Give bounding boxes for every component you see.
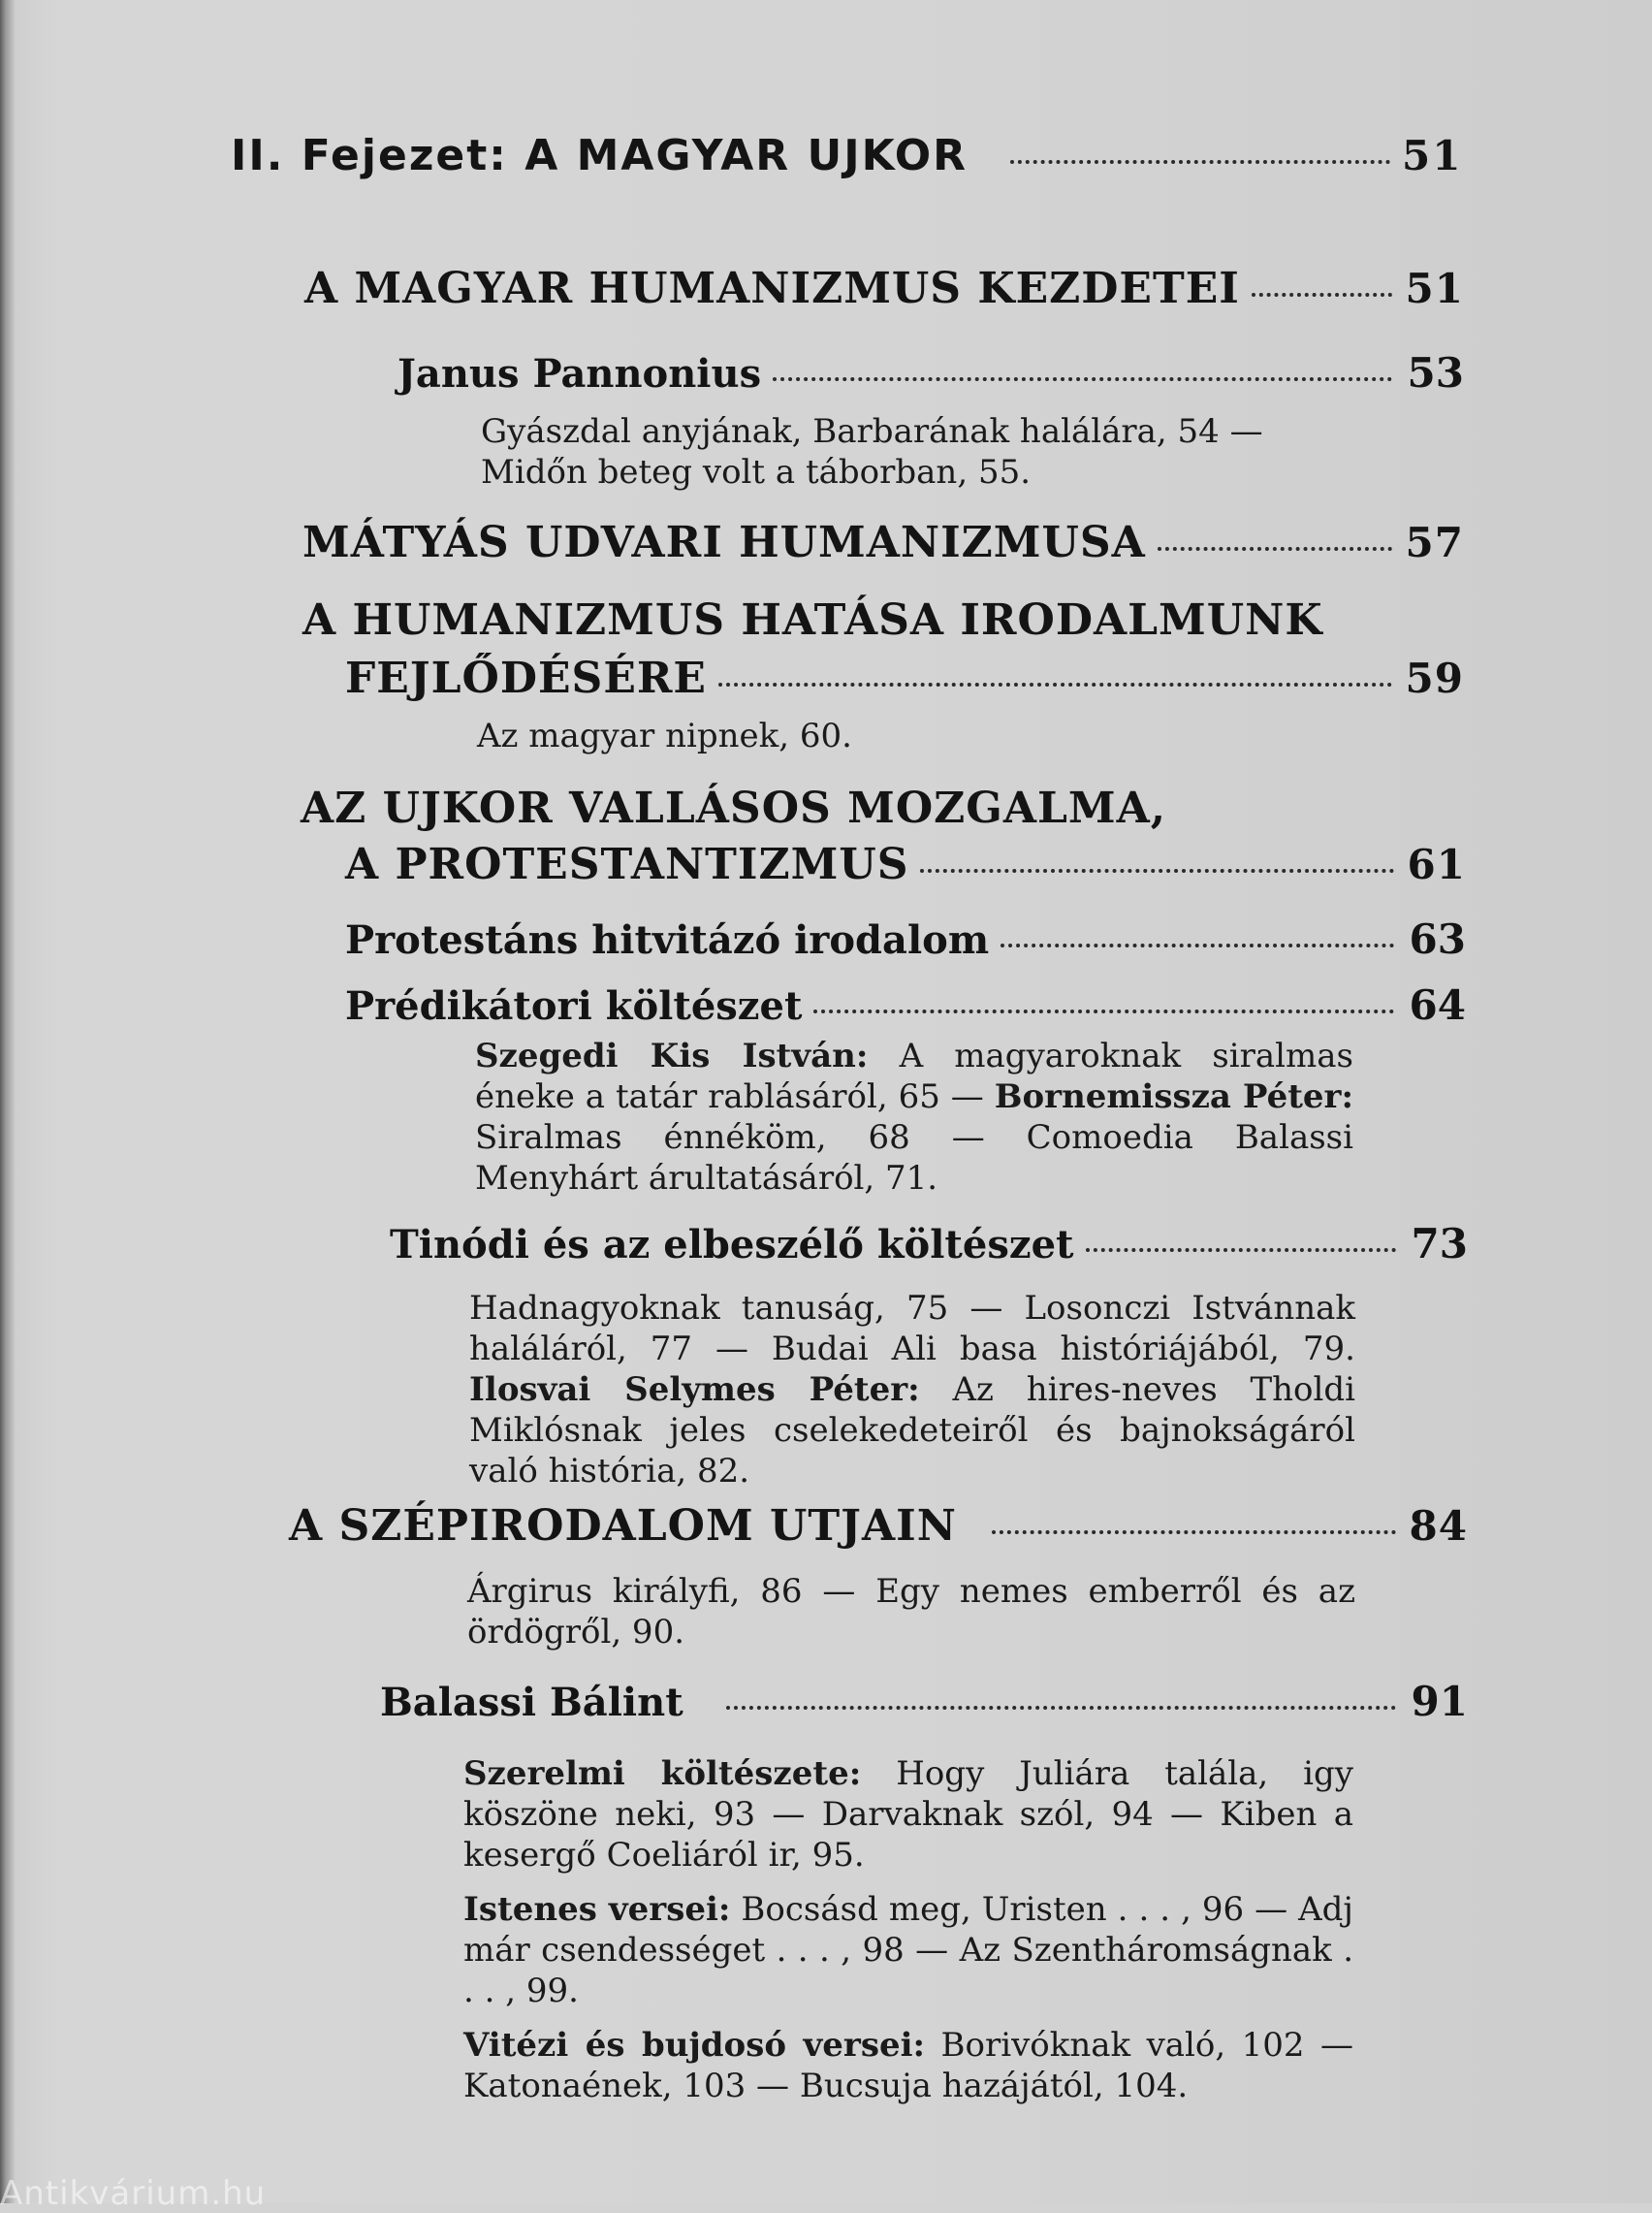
entry-contents xyxy=(469,1288,1355,1491)
toc-entry-tinodi xyxy=(390,1220,1468,1267)
entry-contents xyxy=(463,1753,1353,2106)
entry-contents xyxy=(467,1571,1355,1652)
page-number: 91 xyxy=(1411,1678,1468,1725)
leader-dots xyxy=(1010,160,1390,164)
leader-dots xyxy=(726,1706,1396,1710)
page-number: 51 xyxy=(1402,132,1463,179)
entry-title: Prédikátori költészet xyxy=(345,983,803,1029)
entry-title: FEJLŐDÉSÉRE xyxy=(345,654,707,703)
toc-entry-janus-pannonius xyxy=(397,349,1464,397)
contents-line: Midőn beteg volt a táborban, 55. xyxy=(481,453,1032,492)
toc-chapter-heading xyxy=(231,131,1462,180)
toc-entry-matyas-udvari-humanizmusa xyxy=(302,518,1464,567)
leader-dots xyxy=(1158,547,1392,551)
leader-dots xyxy=(1252,293,1392,297)
toc-entry-predikatori-kolteszet xyxy=(345,981,1466,1029)
leader-dots xyxy=(992,1530,1396,1534)
leader-dots xyxy=(773,377,1392,381)
entry-title: Tinódi és az elbeszélő költészet xyxy=(390,1222,1074,1267)
chapter-title: II. Fejezet: A MAGYAR UJKOR xyxy=(231,131,968,180)
page-number: 64 xyxy=(1409,981,1466,1029)
page-number: 73 xyxy=(1411,1220,1468,1267)
contents-paragraph: Szerelmi költészete: Hogy Juliára talála, igy köszöne neki, 93 — Darvaknak szól, 94 — Kiben a kesergő Coeliáról ir, 95. xyxy=(463,1754,1353,1875)
entry-title-line: AZ UJKOR VALLÁSOS MOZGALMA, xyxy=(301,784,1167,833)
entry-title: Balassi Bálint xyxy=(380,1680,683,1725)
contents-paragraph: Hadnagyoknak tanuság, 75 — Losonczi Istvánnak haláláról, 77 — Budai Ali basa históriájából, 79. Ilosvai Selymes Péter: Az hires-neves Tholdi Miklósnak jeles cselekedeteiről és bajnokságáról való história, 82. xyxy=(469,1289,1356,1491)
toc-entry-balassi-balint xyxy=(380,1678,1468,1725)
author-name: Ilosvai Selymes Péter: xyxy=(469,1370,920,1409)
leader-dots xyxy=(1001,944,1394,947)
entry-contents xyxy=(475,1036,1353,1199)
page-number: 63 xyxy=(1409,915,1466,963)
entry-contents xyxy=(477,716,1350,756)
entry-title: Protestáns hitvitázó irodalom xyxy=(345,917,990,963)
toc-entry-hitvitazo-irodalom xyxy=(345,915,1466,963)
leader-dots xyxy=(718,683,1392,687)
entry-title: A MAGYAR HUMANIZMUS KEZDETEI xyxy=(304,264,1240,313)
toc-entry-protestantizmus xyxy=(345,840,1466,889)
entry-title: A PROTESTANTIZMUS xyxy=(345,840,909,889)
section-label: Szerelmi költészete: xyxy=(463,1754,862,1793)
watermark: Antikvárium.hu xyxy=(0,2174,267,2213)
contents-paragraph: Szegedi Kis István: A magyaroknak siralmas éneke a tatár rablásáról, 65 — Bornemissza Péter: Siralmas énnéköm, 68 — Comoedia Balassi Menyhárt árultatásáról, 71. xyxy=(475,1037,1354,1198)
toc-entry-szepirodalom-utjain xyxy=(289,1501,1468,1551)
contents-paragraph: Istenes versei: Bocsásd meg, Uristen . . . , 96 — Adj már csendességet . . . , 98 — Az Szentháromságnak . . . , 99. xyxy=(463,1890,1353,2010)
contents-paragraph: Vitézi és bujdosó versei: Borivóknak való, 102 — Katonaének, 103 — Bucsuja hazájától, 104. xyxy=(463,2026,1353,2105)
contents-line: Az magyar nipnek, 60. xyxy=(477,717,852,755)
page-number: 59 xyxy=(1405,655,1464,702)
page-number: 61 xyxy=(1407,841,1466,888)
entry-title: A SZÉPIRODALOM UTJAIN xyxy=(289,1501,957,1551)
toc-entry-humanizmus-hatasa xyxy=(345,654,1464,703)
leader-dots xyxy=(920,869,1394,873)
contents-line: Gyászdal anyjának, Barbarának halálára, 54 — xyxy=(481,412,1263,451)
leader-dots xyxy=(813,1010,1394,1013)
page-number: 51 xyxy=(1405,265,1464,312)
entry-title-line: A HUMANIZMUS HATÁSA IRODALMUNK xyxy=(302,595,1323,645)
page-number: 84 xyxy=(1409,1502,1468,1550)
entry-title: MÁTYÁS UDVARI HUMANIZMUSA xyxy=(302,518,1146,567)
entry-title: Janus Pannonius xyxy=(397,351,762,397)
author-name: Szegedi Kis István: xyxy=(475,1037,869,1075)
author-name: Bornemissza Péter: xyxy=(994,1077,1354,1116)
entry-contents xyxy=(481,411,1353,493)
page-number: 53 xyxy=(1407,349,1464,397)
contents-paragraph: Árgirus királyfi, 86 — Egy nemes emberről és az ördögről, 90. xyxy=(467,1572,1355,1652)
section-label: Istenes versei: xyxy=(463,1890,731,1929)
toc-entry-humanizmus-kezdetei xyxy=(304,264,1464,313)
page-number: 57 xyxy=(1405,519,1464,566)
leader-dots xyxy=(1086,1248,1397,1252)
section-label: Vitézi és bujdosó versei: xyxy=(463,2026,926,2065)
